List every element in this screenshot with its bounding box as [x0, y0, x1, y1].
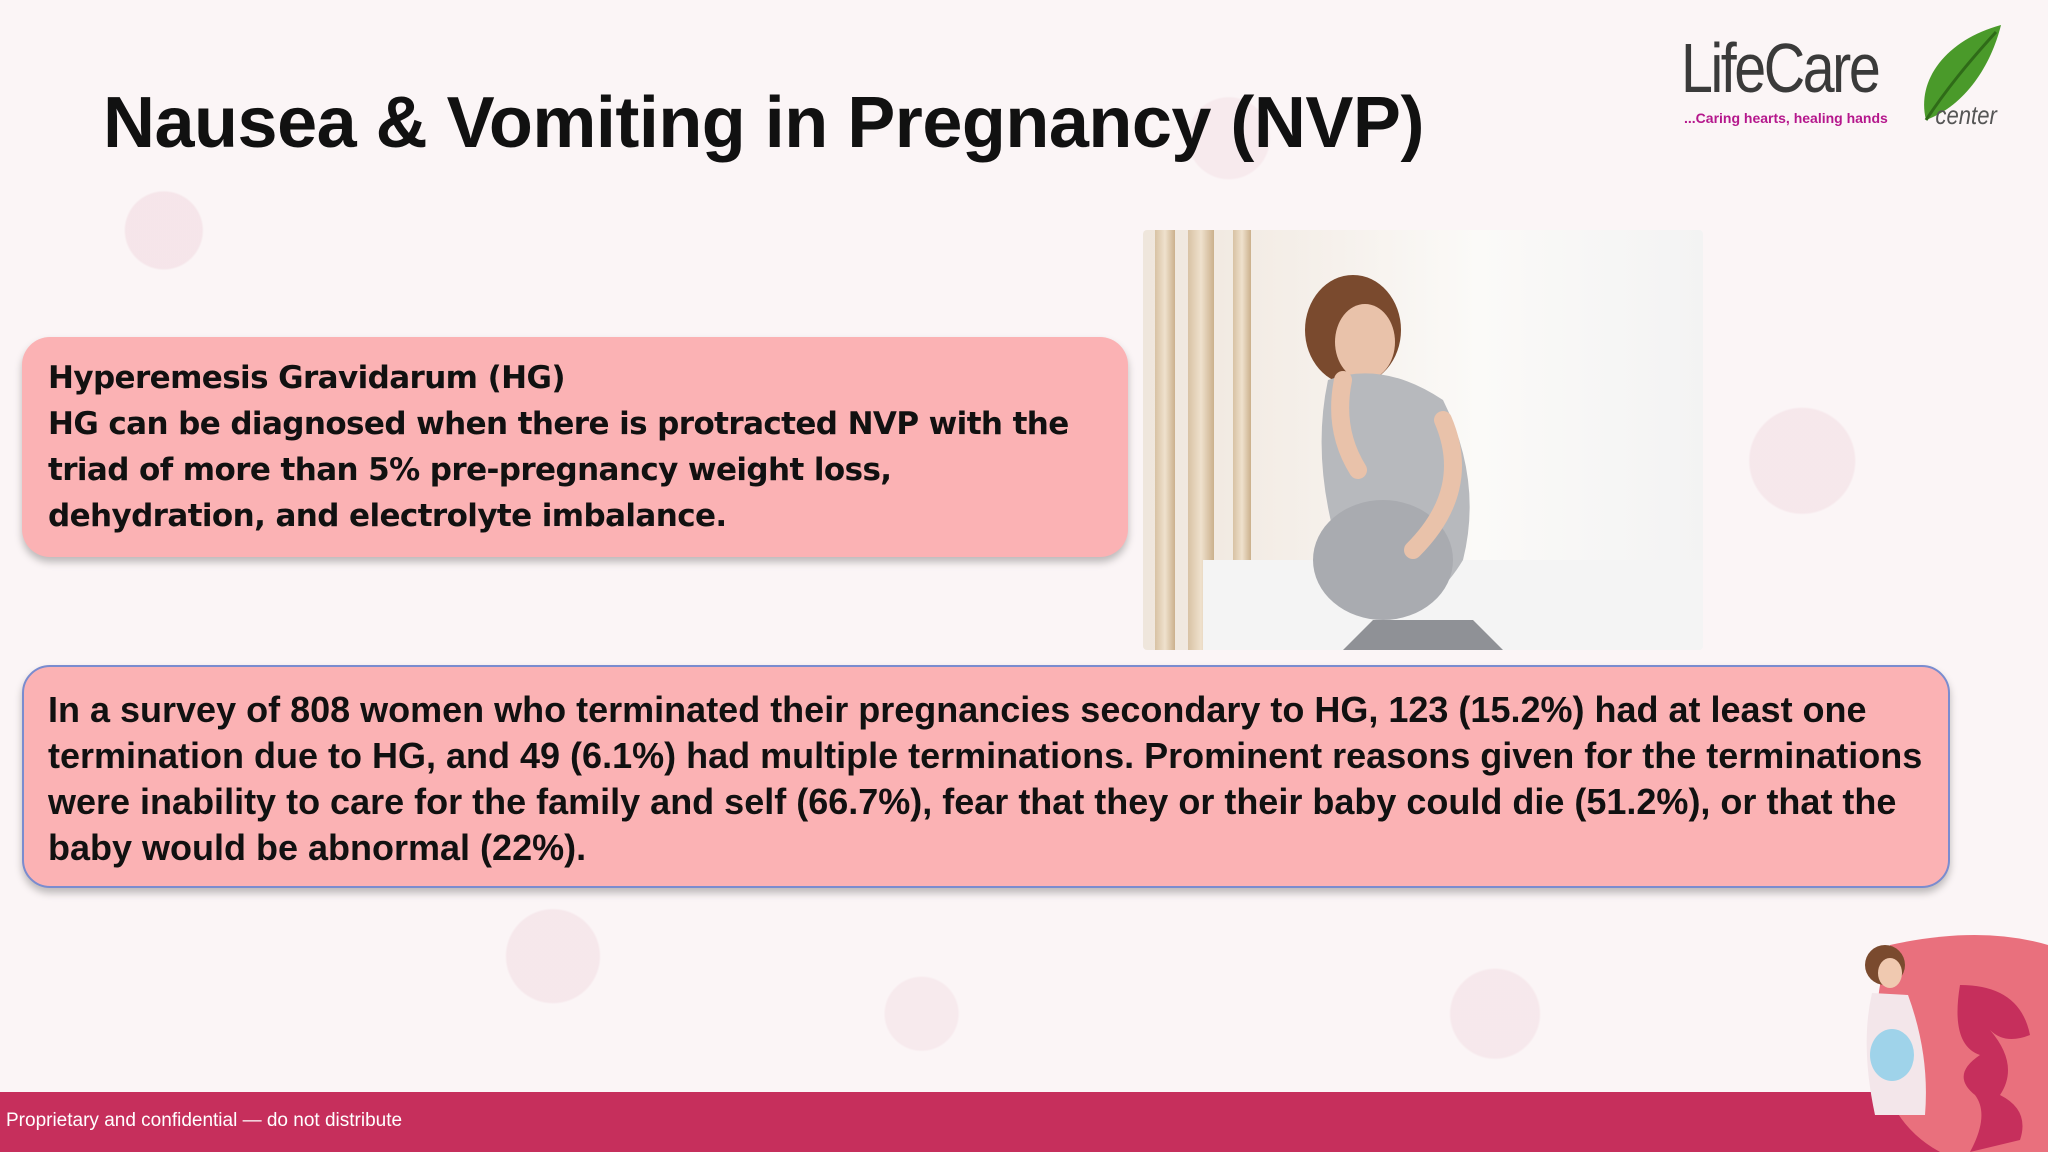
hg-definition-callout	[22, 337, 1128, 557]
lifecare-logo	[1676, 20, 2006, 135]
footer-bar	[0, 1092, 2048, 1152]
logo-tagline: ...Caring hearts, healing hands	[1684, 110, 1888, 126]
logo-wordmark: LifeCare	[1681, 29, 1879, 107]
slide-title: Nausea & Vomiting in Pregnancy (NVP)	[103, 83, 1424, 163]
logo-subtext: center	[1935, 100, 1997, 130]
pregnant-woman-photo	[1143, 230, 1703, 650]
hg-body-text: HG can be diagnosed when there is protracted NVP with the triad of more than 5% pre-pregnancy weight loss, dehydration, and electrolyte imbalance.	[48, 406, 1069, 534]
confidentiality-notice: Proprietary and confidential — do not distribute	[6, 1110, 403, 1131]
survey-callout	[22, 665, 1950, 888]
hg-heading: Hyperemesis Gravidarum (HG)	[48, 360, 565, 396]
pregnant-woman-figure	[1143, 230, 1703, 650]
pregnant-woman-illustration-icon	[1830, 925, 2048, 1152]
survey-text: In a survey of 808 women who terminated their pregnancies secondary to HG, 123 (15.2%) had at least one termination due to HG, and 49 (6.1%) had multiple terminations. Prominent reasons given for the terminations were inability to care for the family and self (66.7%), fear that they or their baby could die (51.2%), or that the baby would be abnormal (22%).	[48, 689, 1923, 868]
